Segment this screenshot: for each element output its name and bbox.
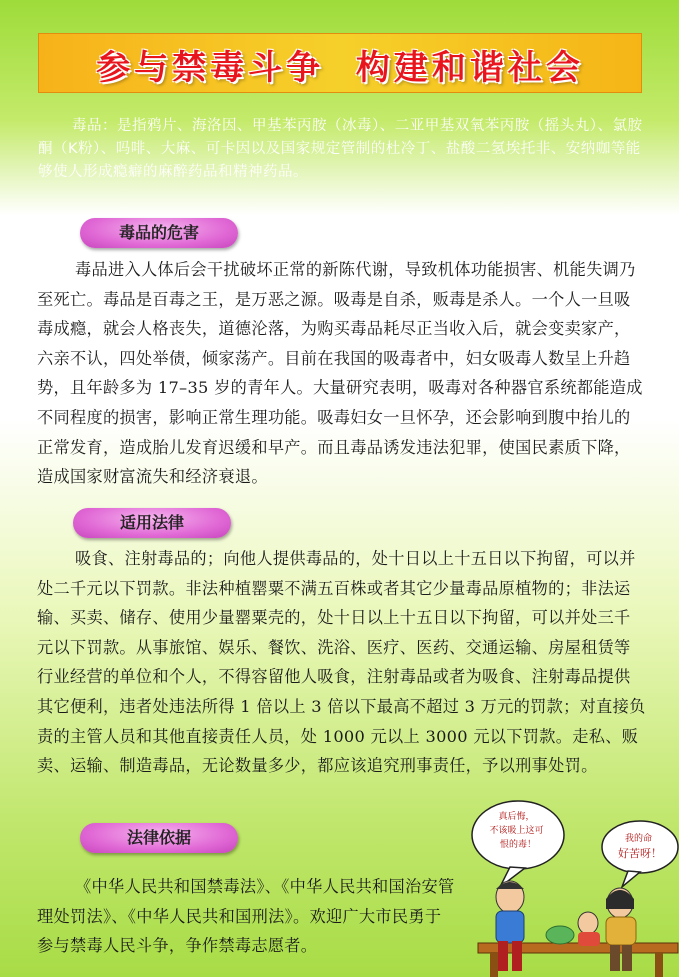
woman-figure	[606, 888, 636, 971]
intro-definition: 毒品：是指鸦片、海洛因、甲基苯丙胺（冰毒）、二亚甲基双氧苯丙胺（摇头丸）、氯胺酮（K粉）、吗啡、大麻、可卡因以及国家规定管制的杜冷丁、盐酸二氢埃托非、安纳咖等能够使人形成瘾癖的麻醉药品和精神药品。	[38, 118, 643, 180]
section-body-basis: 《中华人民共和国禁毒法》、《中华人民共和国治安管理处罚法》、《中华人民共和国刑法》。欢迎广大市民勇于参与禁毒人民斗争，争作禁毒志愿者。	[37, 877, 455, 956]
page-title: 参与禁毒斗争 构建和谐社会	[96, 48, 584, 88]
section-body-harm: 毒品进入人体后会干扰破坏正常的新陈代谢，导致机体功能损害、机能失调乃至死亡。毒品是百毒之王，是万恶之源。吸毒是自杀，贩毒是杀人。一个人一旦吸毒成瘾，就会人格丧失，道德沦落，为购买毒品耗尽正当收入后，就会变卖家产，六亲不认，四处举债，倾家荡产。目前在我国的吸毒者中，妇女吸毒人数呈上升趋势，且年龄多为 17–35 岁的青年人。大量研究表明，吸毒对各种器官系统都能造成不同程度的损害，影响正常生理功能。吸毒妇女一旦怀孕，还会影响到腹中抬儿的正常发育，造成胎儿发育迟缓和早产。而且毒品诱发违法犯罪，使国民素质下降，造成国家财富流失和经济衰退。	[37, 260, 643, 487]
section-heading-basis: 法律依据	[80, 823, 238, 853]
cartoon-illustration	[470, 795, 679, 977]
title-banner	[38, 33, 642, 93]
bubble-left-line2: 不该吸上这可	[489, 826, 544, 836]
section-heading-harm: 毒品的危害	[80, 218, 238, 248]
speech-bubble-left	[472, 801, 564, 887]
bubble-right-line2: 好苦呀！	[618, 847, 662, 860]
bubble-left-line3: 恨的毒！	[499, 840, 537, 850]
man-figure	[496, 881, 524, 971]
bubble-right-line1: 我的命	[625, 834, 653, 844]
speech-bubble-right	[602, 821, 678, 887]
section-body-law: 吸食、注射毒品的；向他人提供毒品的，处十日以上十五日以下拘留，可以并处二千元以下罚款。非法种植罂粟不满五百株或者其它少量毒品原植物的；非法运输、买卖、储存、使用少量罂粟壳的，处十日以上十五日以下拘留，可以并处三千元以下罚款。从事旅馆、娱乐、餐饮、洗浴、医疗、医药、交通运输、房屋租赁等行业经营的单位和个人，不得容留他人吸食，注射毒品或者为吸食、注射毒品提供其它便利，违者处违法所得 1 倍以上 3 倍以下最高不超过 3 万元的罚款；对直接负责的主管人员和其他直接责任人员，处 1000 元以上 3000 元以下罚款。走私、贩卖、运输、制造毒品，无论数量多少，都应该追究刑事责任，予以刑事处罚。	[37, 549, 646, 776]
bubble-left-line1: 真后悔，	[498, 812, 535, 822]
bag-icon	[546, 926, 574, 944]
child-figure	[578, 912, 600, 946]
section-heading-law: 适用法律	[73, 508, 231, 538]
